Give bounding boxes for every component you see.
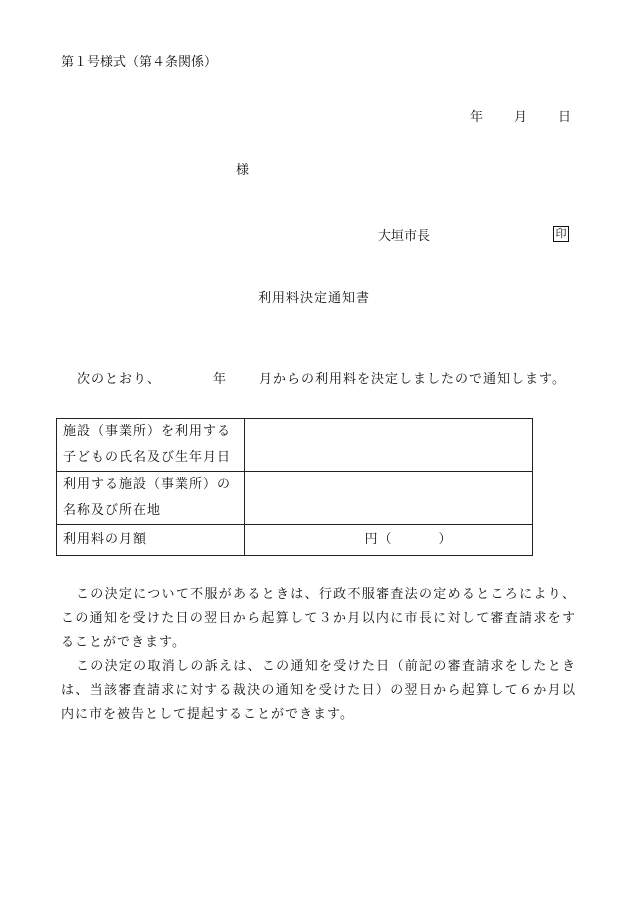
child-info-label: 施設（事業所）を利用する子どもの氏名及び生年月日 [57,419,245,472]
form-number: 第１号様式（第４条関係） [61,55,218,70]
intro-rest: 月からの利用料を決定しましたので通知します。 [259,372,566,387]
yen-unit: 円 [364,532,379,547]
date-day-label: 日 [558,110,572,125]
intro-year-label: 年 [213,372,227,387]
table-row [57,419,533,472]
sender-title: 大垣市長 [378,229,431,244]
objection-notice: この決定について不服があるときは、行政不服審査法の定めるところにより、この通知を受けた日の翌日から起算して３か月以内に市長に対して審査請求をすることができます。 [61,587,576,650]
paren-open: （ [378,532,393,547]
facility-info-label: 利用する施設（事業所）の名称及び所在地 [57,472,245,525]
intro-lead: 次のとおり、 [77,372,162,387]
paren-close: ） [438,532,453,547]
table-row [57,472,533,525]
info-table [56,418,533,556]
lawsuit-notice: この決定の取消しの訴えは、この通知を受けた日（前記の審査請求をしたときは、当該審査請求に対する裁決の通知を受けた日）の翌日から起算して６か月以内に市を被告として提起することができます。 [61,659,576,722]
child-info-value [245,419,533,472]
date-month-label: 月 [514,110,528,125]
date-year-label: 年 [470,110,484,125]
document-title: 利用料決定通知書 [258,291,371,306]
facility-info-value [245,472,533,525]
addressee-suffix: 様 [236,163,250,178]
monthly-fee-label: 利用料の月額 [57,525,245,556]
seal-mark: 印 [553,226,569,242]
table-row [57,525,533,556]
monthly-fee-value [245,525,533,556]
